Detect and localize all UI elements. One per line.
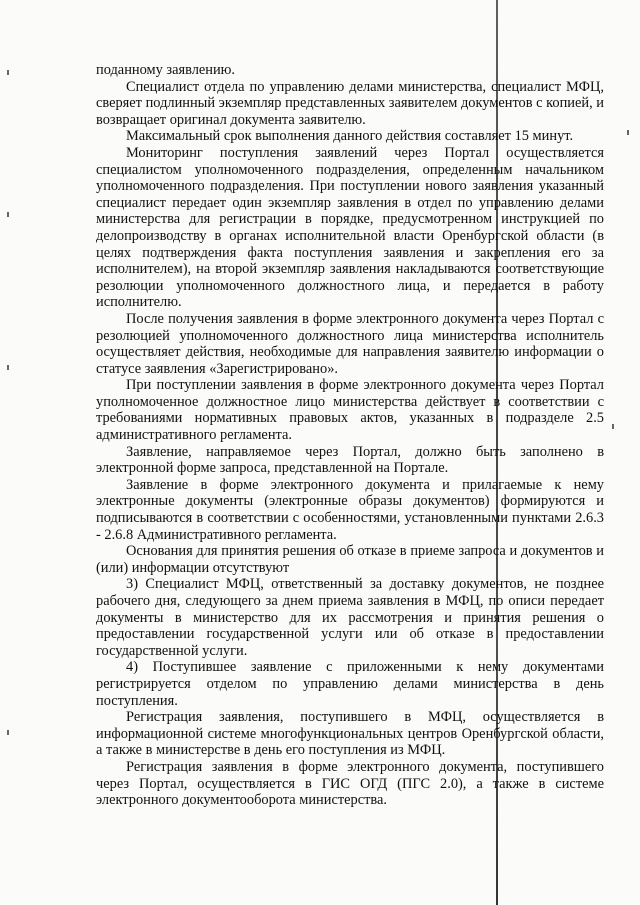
paragraph: Регистрация заявления в форме электронного документа, поступившего через Портал, осуществляется в ГИС ОГД (ПГС 2.0), а также в системе электронного документооборота министерства. [96, 758, 604, 809]
scan-edge-mark [7, 365, 9, 370]
paragraph: Основания для принятия решения об отказе в приеме запроса и документов и (или) информации отсутствуют [96, 543, 604, 576]
scan-edge-mark [627, 130, 629, 135]
paragraph: Максимальный срок выполнения данного действия составляет 15 минут. [126, 128, 574, 145]
paragraph: Регистрация заявления, поступившего в МФЦ, осуществляется в информационной системе многофункциональных центров Оренбургской области, а также в министерстве в день его поступления из МФЦ. [96, 709, 604, 759]
paragraph: 4) Поступившее заявление с приложенными к нему документами регистрируется отделом по управлению делами министерства в день поступления. [96, 659, 604, 709]
paragraph: Мониторинг поступления заявлений через Портал осуществляется специалистом уполномоченного подразделения, определенным начальником уполномоченного подразделения. При поступлении нового заявления указанный специалист передает один экземпляр заявления в отдел по управлению делами министерства для регистрации в порядке, предусмотренном инструкцией по делопроизводству в органах исполнительной власти Оренбургской области (в целях подтверждения факта поступления заявления и закрепления его за исполнителем), на второй экземпляр заявления накладываются соответствующие резолюции уполномоченного должностного лица, и передается в работу исполнителю. [96, 144, 604, 311]
scan-edge-mark [7, 212, 9, 217]
paragraph: Специалист отдела по управлению делами министерства, специалист МФЦ, сверяет подлинный экземпляр представленных заявителем документов с копией, и возвращает оригинал документа заявителю. [96, 78, 604, 128]
scan-edge-mark [612, 424, 614, 429]
paragraph: При поступлении заявления в форме электронного документа через Портал уполномоченное должностное лицо министерства действует в соответствии с требованиями нормативных правовых актов, указанных в подразделе 2.5 административного регламента. [96, 377, 604, 444]
paragraph: Заявление, направляемое через Портал, должно быть заполнено в электронной форме запроса, представленной на Портале. [96, 443, 604, 477]
document-body [96, 62, 604, 809]
paragraph: поданному заявлению. [96, 62, 236, 78]
paragraph: Заявление в форме электронного документа и прилагаемые к нему электронные документы (электронные образы документов) формируются и подписываются в соответствии с особенностями, установленными пунктами 2.6.3 - 2.6.8 Административного регламента. [96, 476, 604, 543]
paragraph: 3) Специалист МФЦ, ответственный за доставку документов, не позднее рабочего дня, следующего за днем приема заявления в МФЦ, по описи передает документы в министерство для их рассмотрения и принятия решения о предоставлении государственной услуги или об отказе в предоставлении государственной услуги. [96, 576, 604, 659]
scan-edge-mark [7, 70, 9, 75]
paragraph: После получения заявления в форме электронного документа через Портал с резолюцией уполномоченного должностного лица министерства исполнитель осуществляет действия, необходимые для направления заявителю информации о статусе заявления «Зарегистрировано». [96, 310, 604, 377]
scan-edge-mark [7, 730, 9, 735]
